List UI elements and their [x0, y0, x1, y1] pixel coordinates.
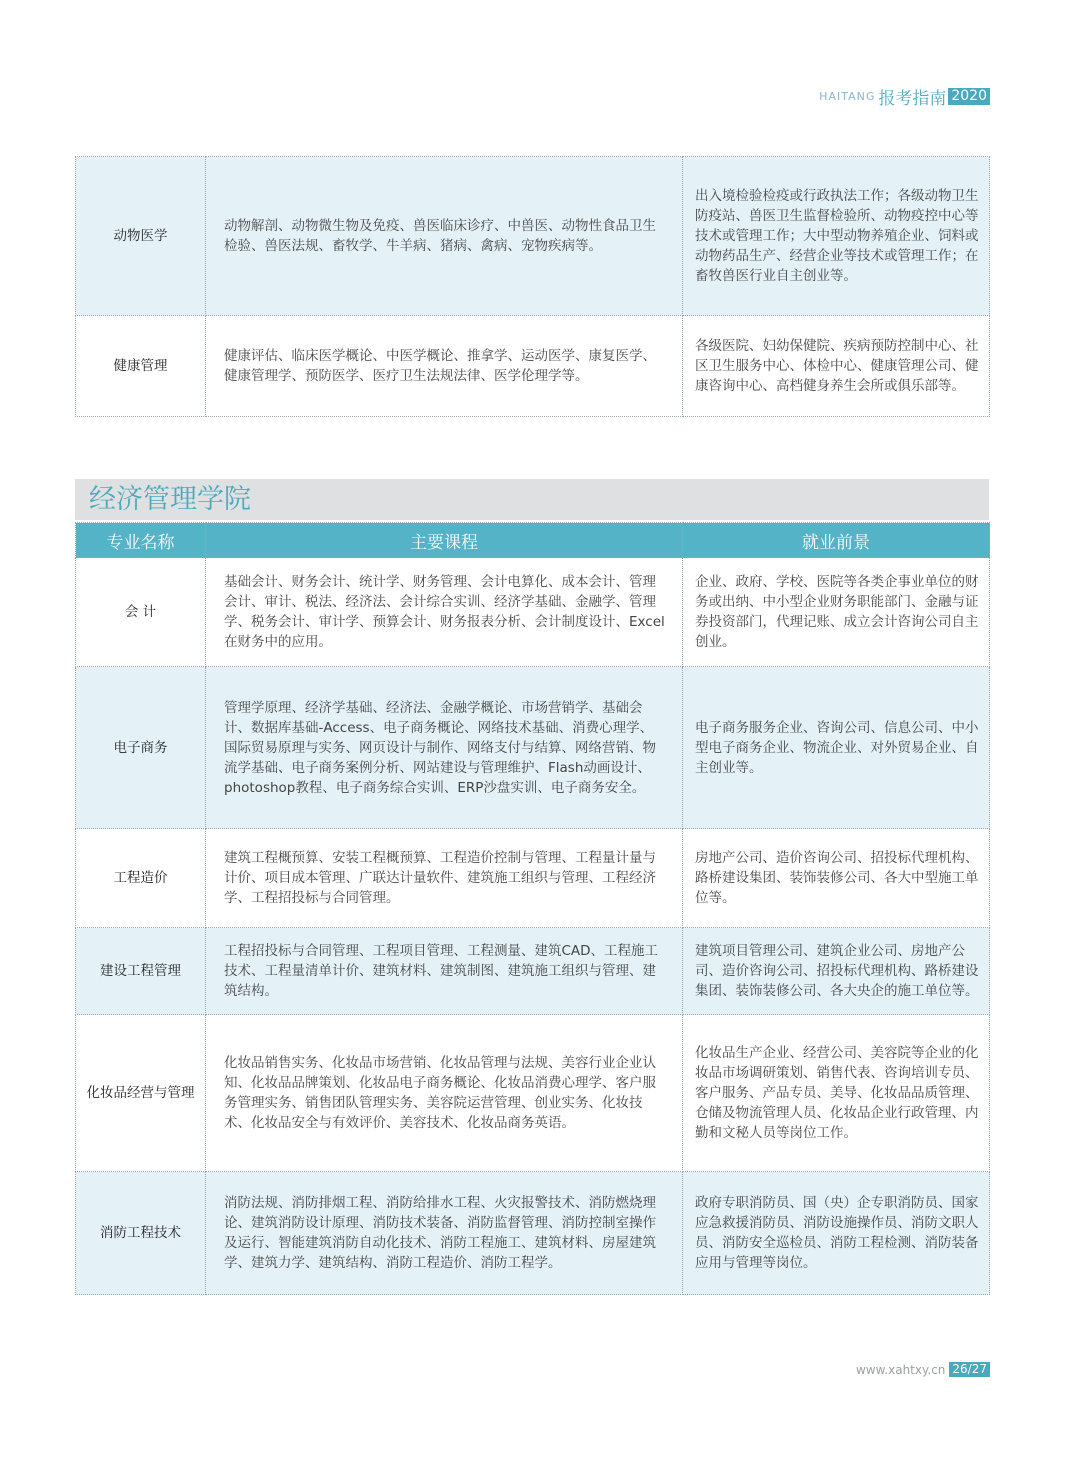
major-courses: 建筑工程概预算、安装工程概预算、工程造价控制与管理、工程量计量与计价、项目成本管理、广联达计量软件、建筑施工组织与管理、工程经济学、工程招投标与合同管理。 — [206, 829, 683, 928]
guide-title: 报考指南 — [878, 89, 947, 109]
major-name: 工程造价 — [76, 829, 206, 928]
website-url: www.xahtxy.cn — [855, 1362, 946, 1377]
major-jobs: 各级医院、妇幼保健院、疾病预防控制中心、社区卫生服务中心、体检中心、健康管理公司、健康咨询中心、高档健身养生会所或俱乐部等。 — [683, 316, 990, 417]
major-jobs: 建筑项目管理公司、建筑企业公司、房地产公司、造价咨询公司、招投标代理机构、路桥建设集团、装饰装修公司、各大央企的施工单位等。 — [683, 928, 990, 1015]
year-badge: 2020 — [948, 88, 990, 105]
major-jobs: 化妆品生产企业、经营公司、美容院等企业的化妆品市场调研策划、销售代表、咨询培训专员、客户服务、产品专员、美导、化妆品品质管理、仓储及物流管理人员、化妆品企业行政管理、内勤和文秘人员等岗位工作。 — [683, 1015, 990, 1172]
table-row — [76, 316, 990, 417]
major-jobs: 政府专职消防员、国（央）企专职消防员、国家应急救援消防员、消防设施操作员、消防文职人员、消防安全巡检员、消防工程检测、消防装备应用与管理等岗位。 — [683, 1172, 990, 1295]
header-major-name: 专业名称 — [76, 523, 206, 558]
brand-label: HAITANG — [819, 90, 876, 103]
top-table — [75, 156, 990, 417]
major-courses: 基础会计、财务会计、统计学、财务管理、会计电算化、成本会计、管理会计、审计、税法、经济法、会计综合实训、经济学基础、金融学、管理学、税务会计、审计学、预算会计、财务报表分析、会计制度设计、Excel在财务中的应用。 — [206, 558, 683, 667]
major-courses: 管理学原理、经济学基础、经济法、金融学概论、市场营销学、基础会计、数据库基础-Access、电子商务概论、网络技术基础、消费心理学、国际贸易原理与实务、网页设计与制作、网络支付与结算、网络营销、物流学基础、电子商务案例分析、网站建设与管理维护、Flash动画设计、photoshop教程、电子商务综合实训、ERP沙盘实训、电子商务安全。 — [206, 667, 683, 829]
major-name: 会 计 — [76, 558, 206, 667]
header-courses: 主要课程 — [206, 523, 683, 558]
section-bar — [75, 479, 989, 520]
major-jobs: 房地产公司、造价咨询公司、招投标代理机构、路桥建设集团、装饰装修公司、各大中型施工单位等。 — [683, 829, 990, 928]
page-number: 26/27 — [949, 1362, 990, 1377]
table-row — [76, 667, 990, 829]
table-row — [76, 1015, 990, 1172]
major-courses: 化妆品销售实务、化妆品市场营销、化妆品管理与法规、美容行业企业认知、化妆品品牌策划、化妆品电子商务概论、化妆品消费心理学、客户服务管理实务、销售团队管理实务、美容院运营管理、创业实务、化妆技术、化妆品安全与有效评价、美容技术、化妆品商务英语。 — [206, 1015, 683, 1172]
table-row — [76, 558, 990, 667]
major-name: 电子商务 — [76, 667, 206, 829]
major-name: 动物医学 — [76, 157, 206, 316]
major-name: 健康管理 — [76, 316, 206, 417]
major-jobs: 出入境检验检疫或行政执法工作；各级动物卫生防疫站、兽医卫生监督检验所、动物疫控中心等技术或管理工作；大中型动物养殖企业、饲料或动物药品生产、经营企业等技术或管理工作；在畜牧兽医行业自主创业等。 — [683, 157, 990, 316]
table-row — [76, 1172, 990, 1295]
page-footer — [856, 1362, 990, 1377]
major-name: 化妆品经营与管理 — [76, 1015, 206, 1172]
major-courses: 健康评估、临床医学概论、中医学概论、推拿学、运动医学、康复医学、健康管理学、预防医学、医疗卫生法规法律、医学伦理学等。 — [206, 316, 683, 417]
table-header-row — [76, 523, 990, 558]
section-title: 经济管理学院 — [89, 484, 251, 515]
major-courses: 动物解剖、动物微生物及免疫、兽医临床诊疗、中兽医、动物性食品卫生检验、兽医法规、畜牧学、牛羊病、猪病、禽病、宠物疾病等。 — [206, 157, 683, 316]
table-row — [76, 829, 990, 928]
major-name: 消防工程技术 — [76, 1172, 206, 1295]
table-row — [76, 157, 990, 316]
major-courses: 消防法规、消防排烟工程、消防给排水工程、火灾报警技术、消防燃烧理论、建筑消防设计原理、消防技术装备、消防监督管理、消防控制室操作及运行、智能建筑消防自动化技术、消防工程施工、建筑材料、房屋建筑学、建筑力学、建筑结构、消防工程造价、消防工程学。 — [206, 1172, 683, 1295]
header-jobs: 就业前景 — [683, 523, 990, 558]
major-jobs: 电子商务服务企业、咨询公司、信息公司、中小型电子商务企业、物流企业、对外贸易企业、自主创业等。 — [683, 667, 990, 829]
major-jobs: 企业、政府、学校、医院等各类企事业单位的财务或出纳、中小型企业财务职能部门、金融与证券投资部门，代理记账、成立会计咨询公司自主创业。 — [683, 558, 990, 667]
table-row — [76, 928, 990, 1015]
major-courses: 工程招投标与合同管理、工程项目管理、工程测量、建筑CAD、工程施工技术、工程量清单计价、建筑材料、建筑制图、建筑施工组织与管理、建筑结构。 — [206, 928, 683, 1015]
major-name: 建设工程管理 — [76, 928, 206, 1015]
majors-table — [75, 522, 990, 1295]
page-header — [819, 84, 990, 109]
